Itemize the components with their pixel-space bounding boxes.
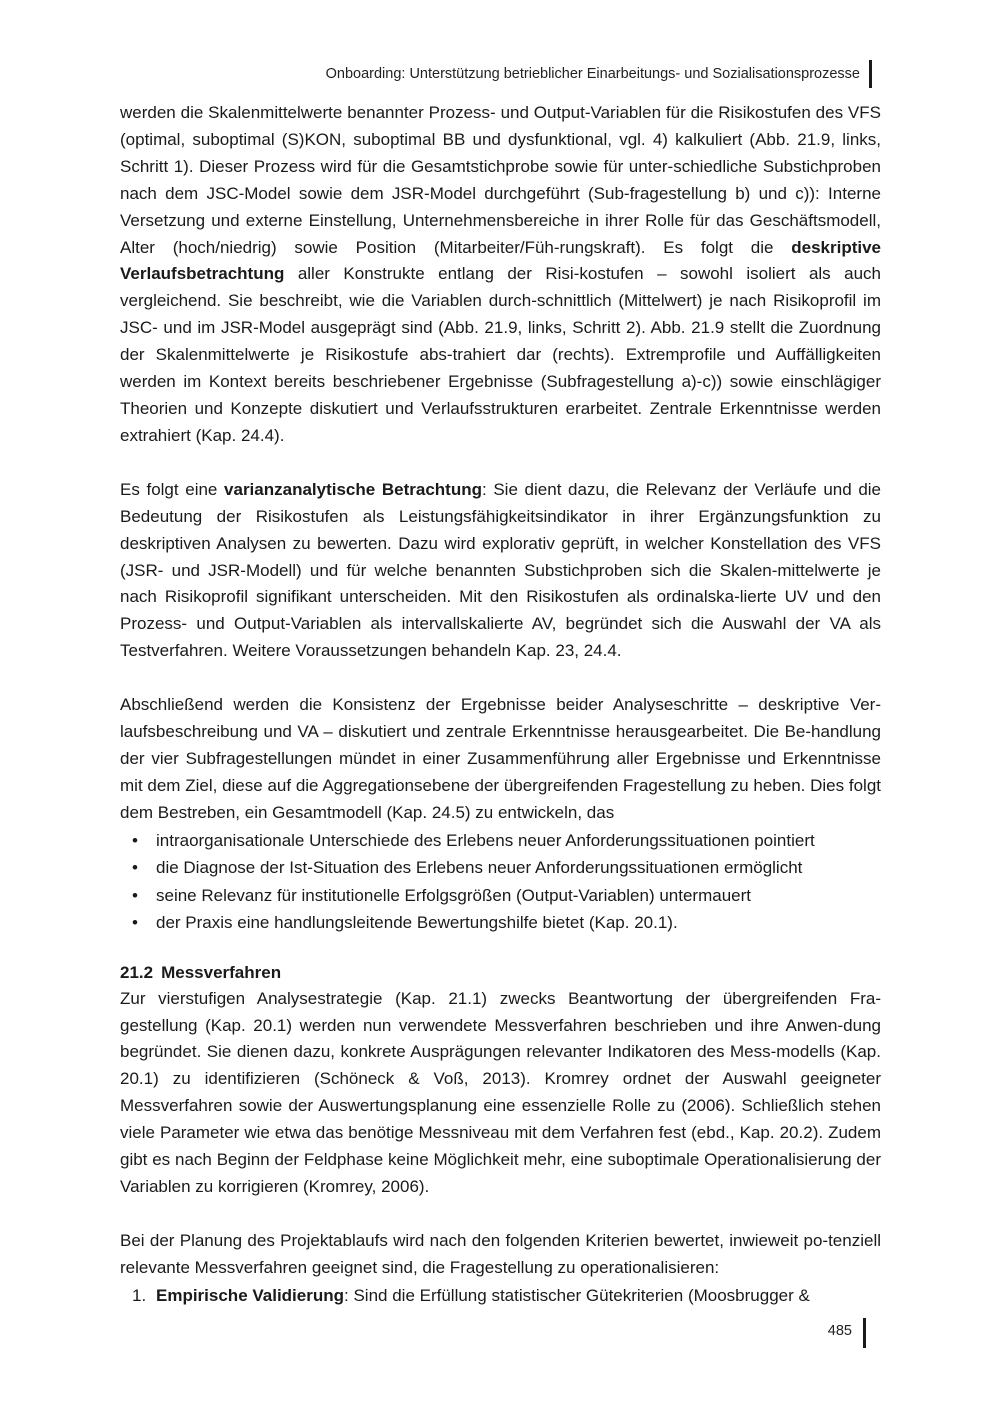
page-body: [120, 100, 881, 1309]
bullet-item: • seine Relevanz für institutionelle Erfolgsgrößen (Output-Variablen) untermauert: [120, 882, 881, 910]
bullet-item: • intraorganisationale Unterschiede des Erlebens neuer Anforderungssituationen pointiert: [120, 827, 881, 855]
paragraph-4: Zur vierstufigen Analysestrategie (Kap. 21.1) zwecks Beantwortung der übergreifenden Fra-gestellung (Kap. 20.1) werden nun verwendete Messverfahren beschrieben und ihre Anwen-dung begründet. Sie dienen dazu, konkrete Ausprägungen relevanter Indikatoren des Mess-modells (Kap. 20.1) zu identifizieren (Schöneck & Voß, 2013). Kromrey ordnet der Auswahl geeigneter Messverfahren sowie der Auswertungsplanung eine essenzielle Rolle zu (2006). Schließlich stehen viele Parameter wie etwa das benötige Messniveau mit dem Verfahren fest (ebd., Kap. 20.2). Zudem gibt es nach Beginn der Feldphase keine Möglichkeit mehr, eine suboptimale Operationalisierung der Variablen zu korrigieren (Kromrey, 2006).: [120, 988, 881, 1196]
section-number: 21.2: [120, 962, 154, 982]
bullet-list: [120, 827, 881, 937]
bullet-item: • die Diagnose der Ist-Situation des Erlebens neuer Anforderungssituationen ermöglicht: [120, 854, 881, 882]
section-heading: [120, 959, 881, 986]
header-rule: [869, 60, 872, 88]
enumerated-list: [120, 1282, 881, 1309]
paragraph-1: [120, 100, 881, 450]
paragraph-1-bold: deskriptive Verlaufsbetrachtung: [120, 237, 881, 284]
enumerated-number: 1.: [132, 1285, 147, 1305]
footer-rule: [863, 1318, 866, 1348]
section-title: Messverfahren: [161, 962, 282, 982]
running-title: Onboarding: Unterstützung betrieblicher Einarbeitungs- und Sozialisationsprozesse: [325, 66, 860, 82]
paragraph-2-text-a: Es folgt eine: [120, 479, 225, 499]
enumerated-text: : Sind die Erfüllung statistischer Gütekriterien (Moosbrugger &: [344, 1285, 810, 1305]
paragraph-2-text-b: : Sie dient dazu, die Relevanz der Verläufe und die Bedeutung der Risikostufen als Leistungsfähigkeitsindikator in ihrer Ergänzungsfunktion zu deskriptiven Analysen zu bewerten. Dazu wird explorativ geprüft, in welcher Konstellation des VFS (JSR- und JSR-Modell) und für welche benannten Substichproben sich die Skalen-mittelwerte je nach Risikoprofil signifikant unterscheiden. Mit den Risikostufen als ordinalska-lierte UV und den Prozess- und Output-Variablen als intervallskalierte AV, begründet sich die Auswahl der VA als Testverfahren. Weitere Voraussetzungen behandeln Kap. 23, 24.4.: [120, 479, 882, 661]
enumerated-bold: Empirische Validierung: [156, 1285, 345, 1305]
paragraph-1-text-a: werden die Skalenmittelwerte benannter Prozess- und Output-Variablen für die Risikostufen des VFS (optimal, suboptimal (S)KON, suboptimal BB und dysfunktional, vgl. 4) kalkuliert (Abb. 21.9, links, Schritt 1). Dieser Prozess wird für die Gesamtstichprobe sowie für unter-schiedliche Substichproben nach dem JSC-Model sowie dem JSR-Model durchgeführt (Sub-fragestellung b) und c)): Interne Versetzung und externe Einstellung, Unternehmensbereiche in ihrer Rolle für das Geschäftsmodell, Alter (hoch/niedrig) sowie Position (Mitarbeiter/Füh-rungskraft). Es folgt die: [120, 103, 881, 257]
paragraph-2-bold: varianzanalytische Betrachtung: [224, 479, 482, 499]
running-header: [120, 60, 872, 88]
paragraph-5: Bei der Planung des Projektablaufs wird nach den folgenden Kriterien bewertet, inwieweit po-tenziell relevante Messverfahren geeignet sind, die Fragestellung zu operationalisieren:: [120, 1230, 881, 1277]
paragraph-3: Abschließend werden die Konsistenz der Ergebnisse beider Analyseschritte – deskriptive Ver-laufsbeschreibung und VA – diskutiert und zentrale Erkenntnisse herausgearbeitet. Die Be-handlung der vier Subfragestellungen mündet in einer Zusammenführung aller Ergebnisse und Erkenntnisse mit dem Ziel, diese auf die Aggregationsebene der übergreifenden Fragestellung zu heben. Dies folgt dem Bestreben, ein Gesamtmodell (Kap. 24.5) zu entwickeln, das: [120, 695, 881, 822]
bullet-item: • der Praxis eine handlungsleitende Bewertungshilfe bietet (Kap. 20.1).: [120, 909, 881, 937]
enumerated-item: [120, 1282, 881, 1309]
paragraph-2: [120, 477, 881, 665]
paragraph-1-text-b: aller Konstrukte entlang der Risi-kostufen – sowohl isoliert als auch vergleichend. Sie beschreibt, wie die Variablen durch-schnittlich (Mittelwert) je nach Risikoprofil im JSC- und im JSR-Model ausgeprägt sind (Abb. 21.9, links, Schritt 2). Abb. 21.9 stellt die Zuordnung der Skalenmittelwerte je Risikostufe abs-trahiert dar (rechts). Extremprofile und Auffälligkeiten werden im Kontext bereits beschriebener Ergebnisse (Subfragestellung a)-c)) sowie einschlägiger Theorien und Konzepte diskutiert und Verlaufsstrukturen erarbeitet. Zentrale Erkenntnisse werden extrahiert (Kap. 24.4).: [120, 264, 881, 445]
page-number: 485: [827, 1323, 852, 1339]
page-footer: [790, 1318, 866, 1348]
